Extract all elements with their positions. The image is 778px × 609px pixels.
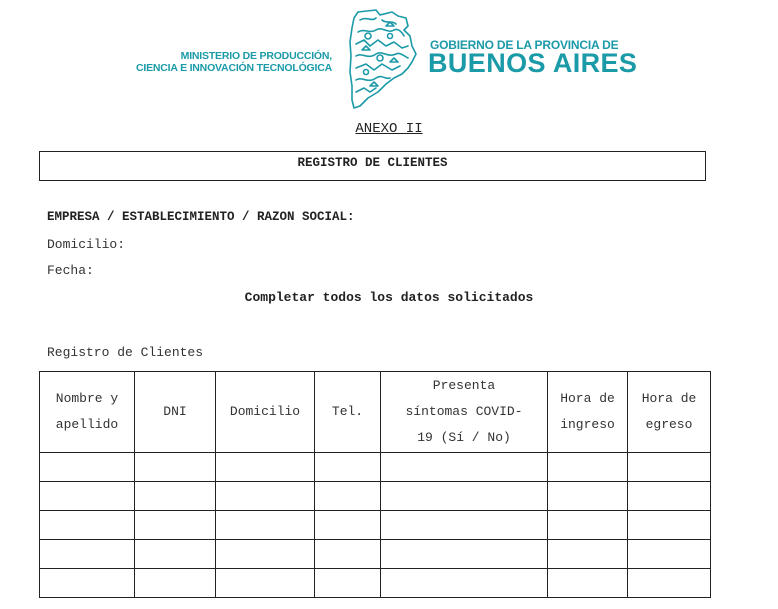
cell-hora-egreso[interactable] (628, 569, 711, 598)
ministry-line-1: MINISTERIO DE PRODUCCIÓN, (180, 50, 332, 62)
cell-tel[interactable] (315, 569, 381, 598)
cell-hora-egreso[interactable] (628, 540, 711, 569)
header-text: 19 (Sí / No) (417, 430, 511, 445)
header-text: síntomas COVID- (405, 404, 523, 419)
cell-domicilio[interactable] (216, 482, 315, 511)
ministry-line-2: CIENCIA E INNOVACIÓN TECNOLÓGICA (135, 62, 332, 74)
column-header-tel (315, 372, 381, 453)
government-line-2: BUENOS AIRES (428, 48, 638, 78)
cell-domicilio[interactable] (216, 540, 315, 569)
clients-table (39, 371, 711, 598)
cell-sintomas[interactable] (381, 482, 548, 511)
cell-nombre[interactable] (40, 482, 135, 511)
cell-domicilio[interactable] (216, 453, 315, 482)
column-header-hora-ingreso (548, 372, 628, 453)
table-header-row (40, 372, 711, 453)
cell-dni[interactable] (135, 511, 216, 540)
cell-tel[interactable] (315, 540, 381, 569)
document-header (0, 0, 778, 112)
cell-sintomas[interactable] (381, 569, 548, 598)
cell-domicilio[interactable] (216, 511, 315, 540)
cell-sintomas[interactable] (381, 540, 548, 569)
cell-nombre[interactable] (40, 569, 135, 598)
province-map-emblem-icon (346, 6, 418, 110)
cell-hora-egreso[interactable] (628, 511, 711, 540)
annex-title: ANEXO II (355, 121, 423, 137)
column-header-dni (135, 372, 216, 453)
cell-dni[interactable] (135, 453, 216, 482)
cell-hora-ingreso[interactable] (548, 511, 628, 540)
cell-hora-ingreso[interactable] (548, 569, 628, 598)
table-row (40, 540, 711, 569)
header-text: apellido (55, 417, 119, 432)
cell-hora-ingreso[interactable] (548, 540, 628, 569)
fecha-label: Fecha: (47, 263, 94, 278)
cell-tel[interactable] (315, 453, 381, 482)
header-text: ingreso (560, 417, 615, 432)
cell-hora-ingreso[interactable] (548, 453, 628, 482)
cell-sintomas[interactable] (381, 453, 548, 482)
header-text: Nombre y (55, 391, 119, 406)
empresa-label: EMPRESA / ESTABLECIMIENTO / RAZON SOCIAL: (47, 210, 355, 224)
table-row (40, 569, 711, 598)
domicilio-label: Domicilio: (47, 237, 126, 252)
header-text: DNI (163, 404, 187, 419)
cell-dni[interactable] (135, 482, 216, 511)
table-row (40, 511, 711, 540)
cell-dni[interactable] (135, 569, 216, 598)
header-text: Tel. (331, 404, 364, 419)
table-row (40, 453, 711, 482)
document-title-box (39, 151, 706, 181)
header-text: egreso (645, 417, 693, 432)
cell-hora-ingreso[interactable] (548, 482, 628, 511)
cell-nombre[interactable] (40, 453, 135, 482)
header-text: Domicilio (229, 404, 301, 419)
header-text: Hora de (560, 391, 615, 406)
cell-hora-egreso[interactable] (628, 453, 711, 482)
cell-nombre[interactable] (40, 540, 135, 569)
column-header-hora-egreso (628, 372, 711, 453)
government-line-1: GOBIERNO DE LA PROVINCIA DE (430, 38, 619, 52)
cell-dni[interactable] (135, 540, 216, 569)
cell-domicilio[interactable] (216, 569, 315, 598)
header-text: Presenta (432, 378, 496, 393)
cell-tel[interactable] (315, 511, 381, 540)
cell-tel[interactable] (315, 482, 381, 511)
table-row (40, 482, 711, 511)
column-header-sintomas (381, 372, 548, 453)
ministry-logo-text (118, 50, 332, 74)
cell-hora-egreso[interactable] (628, 482, 711, 511)
cell-sintomas[interactable] (381, 511, 548, 540)
column-header-nombre (40, 372, 135, 453)
table-body (40, 453, 711, 598)
instruction-text: Completar todos los datos solicitados (244, 290, 534, 305)
header-text: Hora de (641, 391, 697, 406)
cell-nombre[interactable] (40, 511, 135, 540)
column-header-domicilio (216, 372, 315, 453)
table-caption: Registro de Clientes (47, 345, 204, 360)
document-title: REGISTRO DE CLIENTES (297, 156, 448, 170)
